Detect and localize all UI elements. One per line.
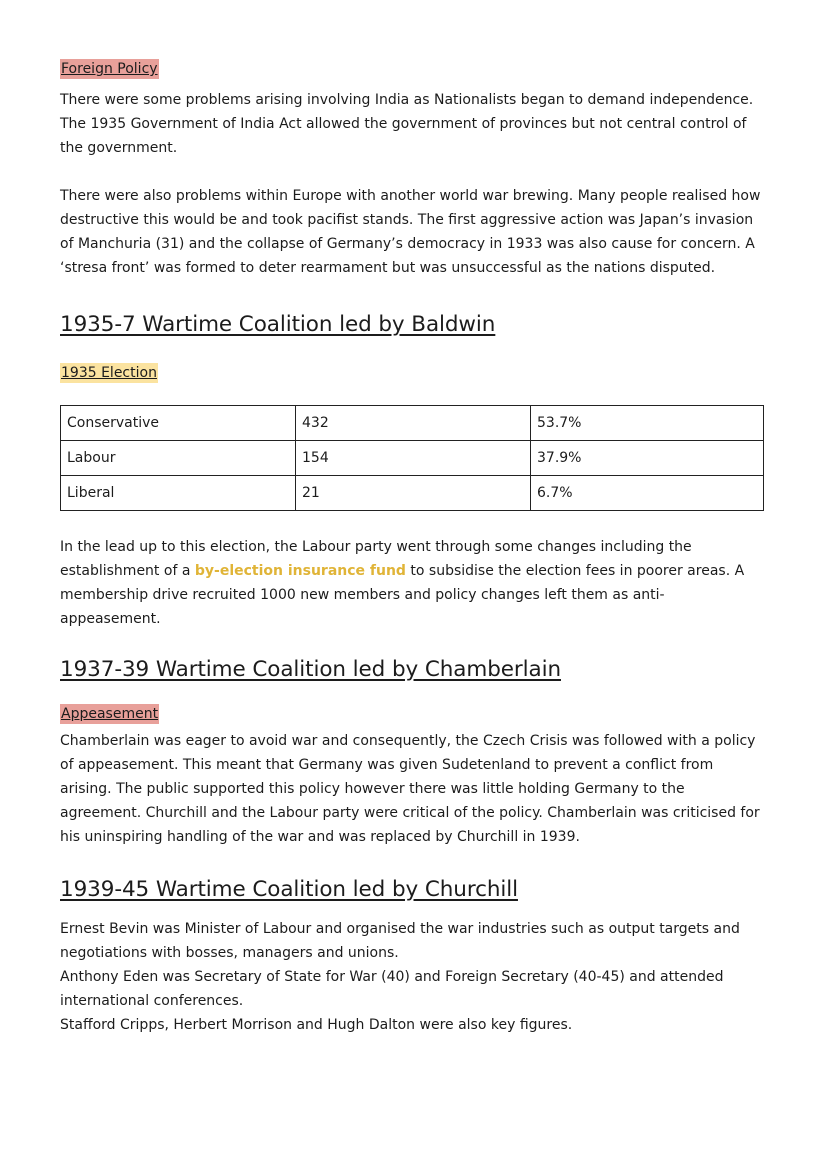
appeasement-label: Appeasement <box>61 706 159 722</box>
baldwin-heading: 1935-7 Wartime Coalition led by Baldwin <box>60 312 496 337</box>
share-cell: 53.7% <box>531 406 764 441</box>
labour-changes-text-after: to subsidise the election fees in poorer areas. A membership drive recruited 1000 new members and policy changes left them as anti-appeasement. <box>60 563 745 627</box>
election-label: 1935 Election <box>61 365 157 381</box>
party-cell: Labour <box>61 441 296 476</box>
churchill-heading: 1939-45 Wartime Coalition led by Churchill <box>60 877 518 902</box>
seats-cell: 432 <box>296 406 531 441</box>
document-page <box>60 58 764 1037</box>
foreign-policy-paragraph-2: There were also problems within Europe with another world war brewing. Many people realised how destructive this would be and took pacifist stands. The first aggressive action was Japan’s invasion of Manchuria (31) and the collapse of Germany’s democracy in 1933 was also cause for concern. A ‘stresa front’ was formed to deter rearmament but was unsuccessful as the nations disputed. <box>60 188 761 276</box>
key-figures-paragraph: Stafford Cripps, Herbert Morrison and Hugh Dalton were also key figures. <box>60 1017 573 1033</box>
foreign-policy-paragraph-1: There were some problems arising involving India as Nationalists began to demand independence. The 1935 Government of India Act allowed the government of provinces but not central control of the government. <box>60 92 754 156</box>
eden-paragraph: Anthony Eden was Secretary of State for War (40) and Foreign Secretary (40-45) and attended international conferences. <box>60 969 724 1009</box>
election-label-row <box>60 362 764 384</box>
bevin-paragraph: Ernest Bevin was Minister of Labour and organised the war industries such as output targets and negotiations with bosses, managers and unions. <box>60 921 740 961</box>
appeasement-label-row <box>60 703 764 727</box>
chamberlain-heading: 1937-39 Wartime Coalition led by Chamberlain <box>60 657 561 682</box>
table-row <box>61 406 764 441</box>
party-cell: Liberal <box>61 476 296 511</box>
table-row <box>61 476 764 511</box>
share-cell: 37.9% <box>531 441 764 476</box>
seats-cell: 21 <box>296 476 531 511</box>
appeasement-paragraph: Chamberlain was eager to avoid war and consequently, the Czech Crisis was followed with a policy of appeasement. This meant that Germany was given Sudetenland to prevent a conflict from arising. The public supported this policy however there was little holding Germany to the agreement. Churchill and the Labour party were critical of the policy. Chamberlain was criticised for his uninspiring handling of the war and was replaced by Churchill in 1939. <box>60 733 760 845</box>
labour-changes-text-before: In the lead up to this election, the Labour party went through some changes including the establishment of a <box>60 539 692 579</box>
share-cell: 6.7% <box>531 476 764 511</box>
party-cell: Conservative <box>61 406 296 441</box>
election-results-table <box>60 405 764 511</box>
table-row <box>61 441 764 476</box>
seats-cell: 154 <box>296 441 531 476</box>
labour-changes-paragraph <box>60 535 764 631</box>
foreign-policy-label: Foreign Policy <box>61 61 158 77</box>
foreign-policy-label-row <box>60 58 764 82</box>
insurance-fund-highlight: by-election insurance fund <box>194 563 406 579</box>
